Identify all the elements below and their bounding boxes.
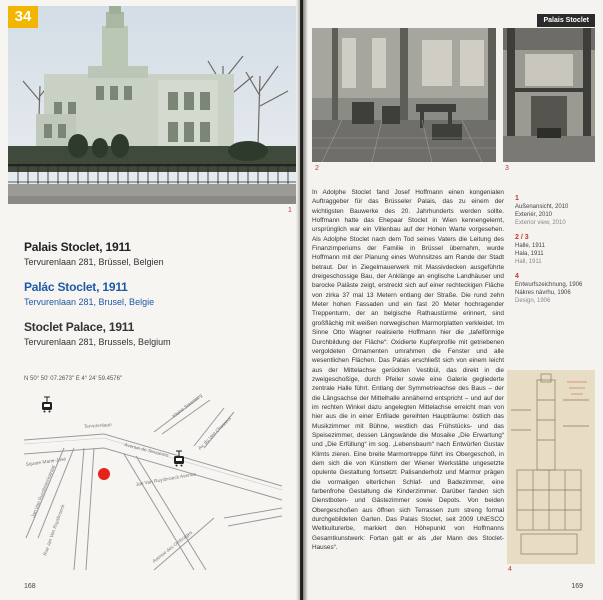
map-label: Avenue des Ombrages — [152, 530, 194, 565]
location-map — [24, 388, 282, 570]
caption-1 — [515, 194, 599, 227]
map-label: Jan Van Ruysbroeck Avenue — [135, 472, 197, 488]
caption-line-english: Design, 1906 — [515, 298, 551, 304]
german-title-block — [24, 240, 284, 267]
photo-number: 1 — [288, 207, 292, 214]
caption-4 — [515, 272, 599, 305]
right-page — [303, 0, 603, 600]
photo-captions — [515, 194, 599, 311]
photo-number: 4 — [508, 566, 512, 573]
map-label: Jan Van Ruysbroeckstraat — [31, 465, 57, 519]
caption-2-3 — [515, 233, 599, 266]
caption-line: Außenansicht, 2010 — [515, 204, 569, 210]
map-label: Square Marie-José — [25, 457, 67, 468]
page-number-right: 169 — [571, 583, 583, 590]
running-header: Palais Stoclet — [537, 14, 595, 27]
photo-number: 3 — [505, 165, 509, 172]
page-number-left: 168 — [24, 583, 36, 590]
caption-line: Nákres návrhu, 1906 — [515, 290, 571, 296]
caption-line: Hala, 1911 — [515, 251, 544, 257]
chapter-number-badge: 34 — [8, 6, 38, 28]
map-label: Rue Jan Van Ruysbroeck — [43, 504, 67, 557]
location-marker — [98, 468, 110, 480]
czech-title-block — [24, 280, 284, 307]
german-address: Tervurenlaan 281, Brüssel, Belgien — [24, 257, 164, 267]
hall-gallery-photo — [503, 28, 595, 162]
left-page — [0, 0, 300, 600]
german-title: Palais Stoclet, 1911 — [24, 240, 131, 254]
czech-title: Palác Stoclet, 1911 — [24, 280, 128, 294]
czech-address: Tervurenlaan 281, Brusel, Belgie — [24, 297, 155, 307]
caption-line: Entwurfszeichnung, 1906 — [515, 282, 583, 288]
map-label: Av. du Vert Chasseur — [197, 416, 234, 452]
caption-number: 1 — [515, 195, 519, 202]
map-label: Avenue de Tervueren — [123, 443, 169, 459]
building-exterior-photo — [8, 6, 296, 204]
caption-number: 2 / 3 — [515, 234, 529, 241]
english-address: Tervurenlaan 281, Brussels, Belgium — [24, 337, 171, 347]
map-label: Tervurenlaan — [83, 423, 112, 430]
photo-number: 2 — [315, 165, 319, 172]
book-gutter — [296, 0, 308, 600]
english-title: Stoclet Palace, 1911 — [24, 320, 135, 334]
map-label: Kleine Steenweg — [172, 393, 204, 420]
caption-line-english: Exterior view, 2010 — [515, 220, 566, 226]
caption-number: 4 — [515, 273, 519, 280]
caption-line: Exteriér, 2010 — [515, 212, 553, 218]
caption-line: Halle, 1911 — [515, 243, 545, 249]
english-title-block — [24, 320, 284, 347]
article-body-text: In Adolphe Stoclet fand Josef Hoffmann einen kongenialen Auftraggeber für das Brüsseler Palais, das zu einem der wichtigsten Bauwerke des 20. Jahrhunderts werden sollte. Hoffmann hatte das Ehepaar Stoclet in Wien kennengelernt, ursprünglich war ein Villenbau auf der Hohen Warte vorgesehen. Als Adolphe Stoclet nach dem Tod seines Vaters die Leitung des Finanzimperiums der Familie in Brüssel übernahm, wurde Hoffmann mit der Planung eines Wohnsitzes am Rande der Stadt betraut. Der in Ziegelmauerwerk mit Massivdecken ausgeführte dreigeschossige Bau, der Anklänge an englische Landhäuser und barocke Paläste zeigt, erstreckt sich auf einer rechteckigen Fläche von zirka 37 mal 13 Metern entlang der Straße. Die rund zehn Meter hohen Fassaden und ein fast 20 Meter hochragender Treppenturm, der an belgische Rathaustürme erinnert, sind großflächig mit weißen norwegischen Marmorplatten verkleidet. Im Sinne Otto Wagner realisierte Hoffmann hier die „tafelförmige Durchbildung der Fläche“: Oxidierte Kupferprofile mit getriebenen vergoldeten Ornamenten umrahmen die Fenster und alle wesentlichen Flächen. Das Palais erschließt sich von einem leicht aus der Mittelachse gerückten Vestibül, das direkt in die zweigeschoßige, durch Pfeiler sowie eine Galerie gegliederte zentrale Halle führt. Entlang der Symmetrieachse des Baus – der die Längsachse der Mittelhalle annähernd entspricht – und auf der im rechten Winkel dazu angelegten Mittelachse erreicht man von hier aus die in einer Enfilade gereihten Haupträume: östlich das Musikzimmer mit Bühne, westlich das Frühstücks- und das Speisezimmer, dessen Längswände die Mosaike „Die Erwartung“ und „Die Erfüllung“ im sog. „Lebensbaum“ nach Entwürfen Gustav Klimts zieren. Eine breite Marmortreppe führt ins Obergeschoß, in dem sich die von Künstlern der Wiener Werkstätte ungesetzte opulente Gestaltung fortsetzt: Palisanderholz und Marmor prägen die vormaligen elterlichen Schlaf- und Badezimmer, eine farbenfrohe Gestaltung die Kinderzimmer. Darüber fanden sich Dienstboten- und Gästezimmer sowie Depots. Von beiden Obergeschoßen aus öffnen sich Terrassen zum streng formal durchgebildeten Garten. Das Palais Stoclet, seit 2009 UNESCO Weltkulturerbe, markiert den Höhepunkt von Hoffmanns Gesamtkunstwerk: Fortan galt er als „der Mann des Stoclet-Hauses“. — [312, 189, 504, 552]
design-drawing-image — [507, 370, 595, 564]
gps-coordinates: N 50° 50' 07.2673" E 4° 24' 59.4576" — [24, 376, 123, 382]
hall-interior-photo — [312, 28, 496, 162]
caption-line-english: Hall, 1911 — [515, 259, 542, 265]
